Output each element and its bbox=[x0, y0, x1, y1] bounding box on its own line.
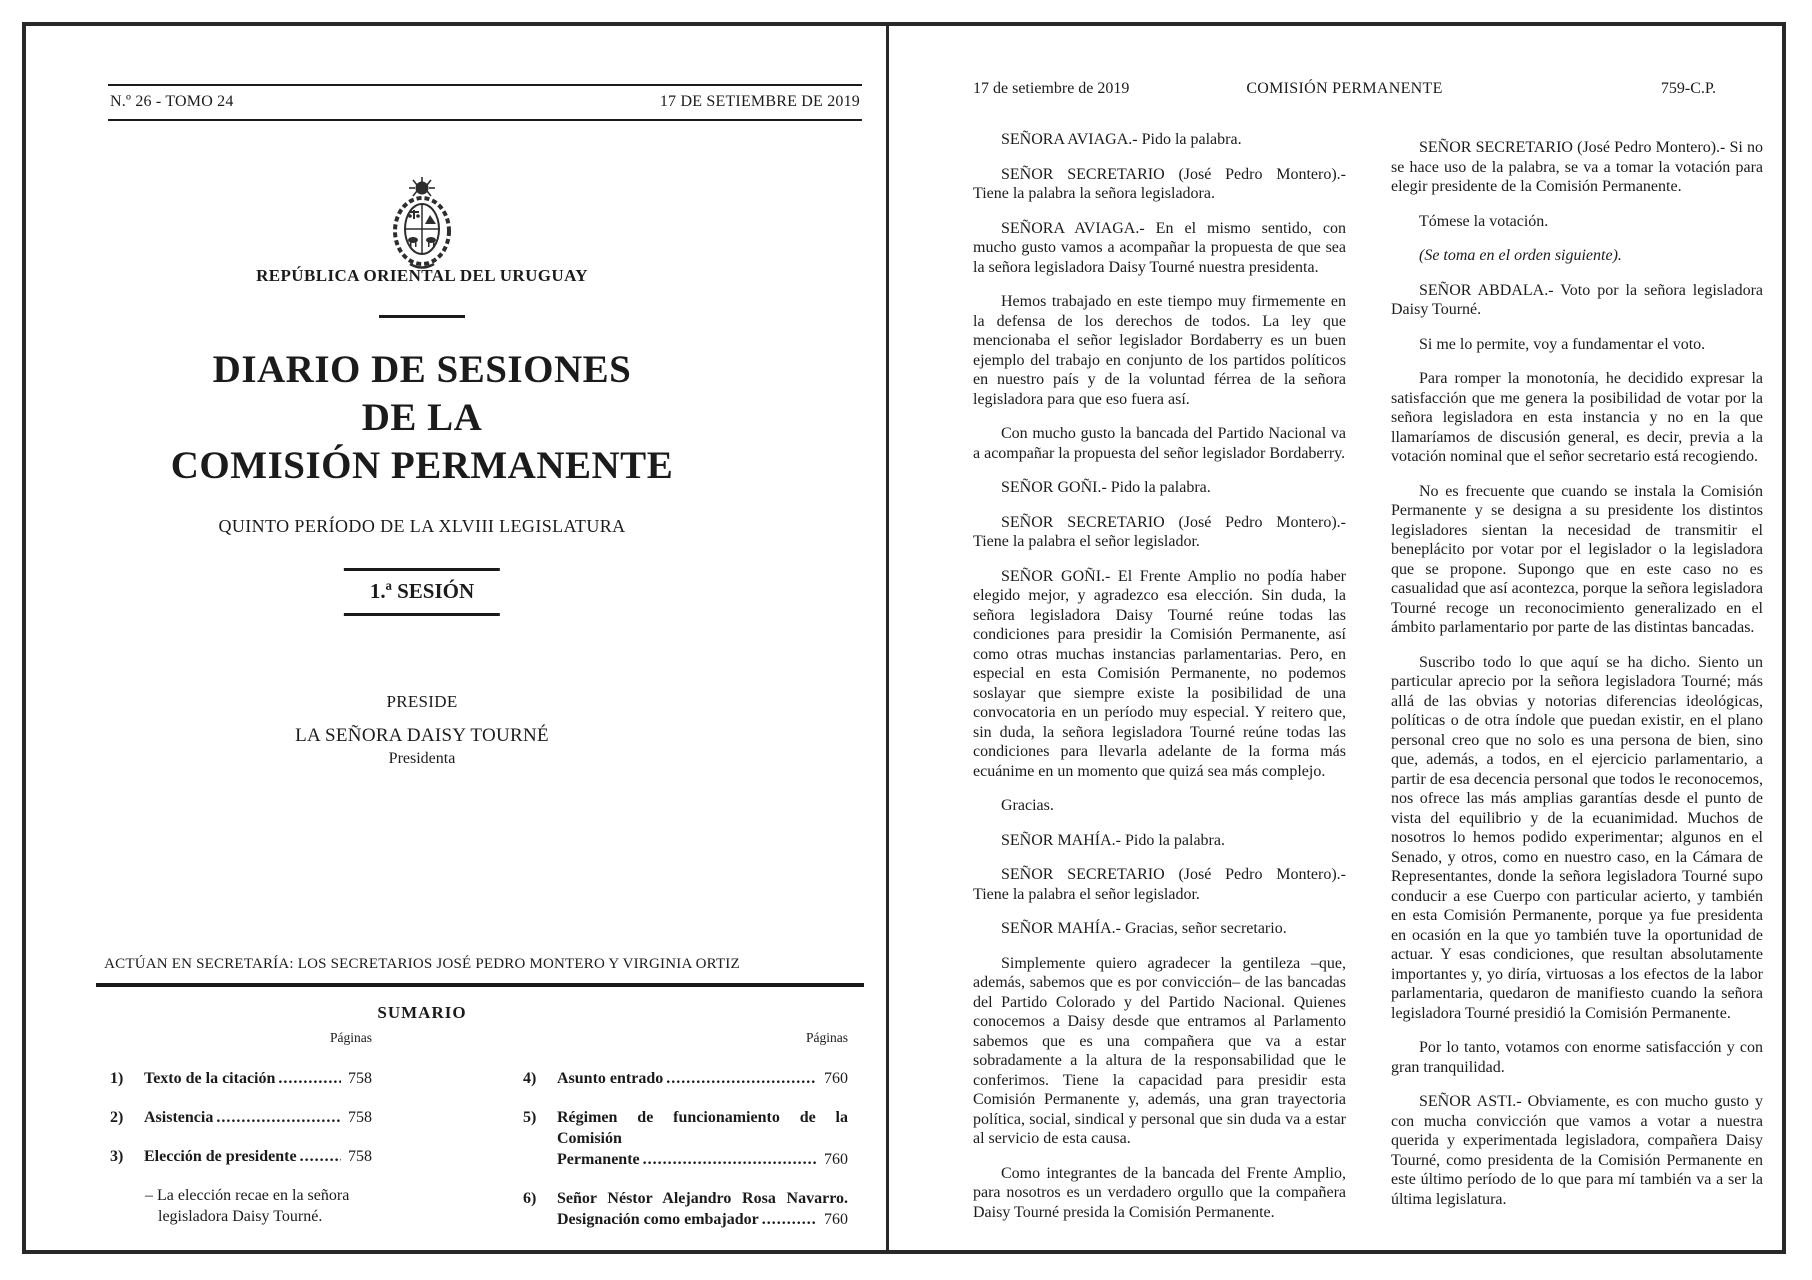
summary-item-number: 2) bbox=[110, 1109, 124, 1126]
secretaries-line: ACTÚAN EN SECRETARÍA: LOS SECRETARIOS JOSÉ PEDRO MONTERO Y VIRGINIA ORTIZ bbox=[104, 956, 740, 972]
paragraph: SEÑOR MAHÍA.- Pido la palabra. bbox=[1001, 831, 1225, 849]
summary-item-number: 3) bbox=[110, 1148, 124, 1165]
summary-title: SUMARIO bbox=[377, 1003, 467, 1022]
dot-leader bbox=[216, 1107, 341, 1128]
summary-top-rule bbox=[96, 983, 864, 987]
summary-item-leader-line bbox=[144, 1107, 372, 1128]
left-page bbox=[26, 26, 886, 1250]
paragraph: SEÑOR SECRETARIO (José Pedro Montero).- Tiene la palabra el señor legislador. bbox=[973, 866, 1346, 903]
paragraph: SEÑORA AVIAGA.- Pido la palabra. bbox=[1001, 131, 1242, 148]
summary-item-label: Asistencia bbox=[144, 1109, 214, 1126]
republic-title: REPÚBLICA ORIENTAL DEL URUGUAY bbox=[256, 266, 588, 285]
paragraph: SEÑOR SECRETARIO (José Pedro Montero).- Tiene la palabra la señora legisladora. bbox=[973, 165, 1346, 202]
paragraph: No es frecuente que cuando se instala la Comisión Permanente y se designa a su presidente los distintos legisladores sientan la necesidad de transmitir el beneplácito por votar por el legislador o la legisladora que se propone. Supongo que en este caso no es casualidad que así acontezca, porque la señora legisladora Tourné recoge un reconocimiento generalizado en el ámbito parlamentario por parte de las distintas bancadas. bbox=[1391, 482, 1763, 636]
summary-item-leader-line bbox=[557, 1149, 848, 1170]
paragraph: SEÑOR SECRETARIO (José Pedro Montero).- Tiene la palabra el señor legislador. bbox=[973, 513, 1346, 550]
header-title: COMISIÓN PERMANENTE bbox=[1246, 80, 1443, 97]
summary-item-page-number: 758 bbox=[348, 1109, 372, 1126]
summary-item-body bbox=[557, 1188, 848, 1230]
paragraph: Simplemente quiero agradecer la gentileza –que, además, sabemos que es por convicción– de las bancadas del Partido Colorado y del Partido Nacional. Quienes conocemos a Daisy desde que entramos al Parlamento sabemos que es una compañera que va a estar sobradamente a la altura de la responsabilidad que le conferimos. Tiene la capacidad para presidir esta Comisión Permanente y, además, una gran trayectoria política, social, sindical y personal que sin duda va a estar al servicio de esta causa. bbox=[973, 954, 1346, 1147]
left-page-header bbox=[108, 84, 862, 121]
summary-item-number: 1) bbox=[110, 1070, 124, 1087]
summary-item-number: 4) bbox=[523, 1070, 537, 1087]
summary-item-label: Texto de la citación bbox=[144, 1070, 276, 1087]
paragraph: SEÑOR GOÑI.- El Frente Amplio no podía haber elegido mejor, y agradezco esa elección. Sin duda, la señora legisladora Daisy Tourné reúne todas las condiciones para presidir la Comisión Permanente, así como otras muchas instancias parlamentarias. Pero, en especial en esta Comisión Permanente, no podemos soslayar que siempre existe la posibilidad de una convocatoria en un período muy especial. Y reitero que, sin duda, la señora legisladora Tourné reúne todas las condiciones para llevarla adelante de la forma más ecuánime en un momento que quizá sea más complejo. bbox=[973, 567, 1346, 780]
paragraph: SEÑOR ASTI.- Obviamente, es con mucho gusto y con mucha convicción que vamos a votar a nuestra querida y experimentada legisladora, compañera Daisy Tourné, como presidenta de la Comisión Permanente en este último período de lo que para mí también va a ser la última legislatura. bbox=[1391, 1093, 1763, 1208]
title-line-1: DIARIO DE SESIONES bbox=[212, 348, 632, 391]
paragraph: (Se toma en el orden siguiente). bbox=[1419, 247, 1622, 264]
summary-item-body bbox=[557, 1068, 848, 1089]
paragraph: Gracias. bbox=[1001, 797, 1054, 814]
summary-item bbox=[523, 1068, 848, 1089]
coat-of-arms-svg bbox=[382, 176, 462, 270]
preside-label: PRESIDE bbox=[386, 692, 458, 711]
dot-leader bbox=[278, 1068, 341, 1089]
issue-number: N.º 26 - TOMO 24 bbox=[110, 93, 234, 110]
right-page bbox=[889, 26, 1782, 1250]
summary-item-label: Elección de presidente bbox=[144, 1148, 297, 1165]
paragraph: SEÑOR MAHÍA.- Gracias, señor secretario. bbox=[1001, 920, 1287, 937]
summary-item-leader-line bbox=[144, 1068, 372, 1089]
paragraph: SEÑORA AVIAGA.- En el mismo sentido, con mucho gusto vamos a acompañar la propuesta de que sea la señora legisladora Daisy Tourné nuestra presidenta. bbox=[973, 219, 1346, 276]
summary-item bbox=[523, 1107, 848, 1170]
summary-item-leader-line bbox=[144, 1146, 372, 1167]
summary-item-label: Designación como embajador bbox=[557, 1211, 759, 1228]
summary-item-body bbox=[144, 1107, 372, 1128]
paragraph: Tómese la votación. bbox=[1419, 212, 1549, 230]
summary-item-label: Permanente bbox=[557, 1151, 640, 1168]
title-line-3: COMISIÓN PERMANENTE bbox=[170, 444, 674, 487]
summary-item bbox=[110, 1068, 372, 1089]
paragraph: SEÑOR SECRETARIO (José Pedro Montero).- Si no se hace uso de la palabra, se va a tomar la votación para elegir presidente de la Comisión Permanente. bbox=[1391, 139, 1763, 195]
paragraph: Como integrantes de la bancada del Frente Amplio, para nosotros es un verdadero orgullo que la compañera Daisy Tourné presida la Comisión Permanente. bbox=[973, 1164, 1346, 1221]
paragraph: Si me lo permite, voy a fundamentar el voto. bbox=[1419, 335, 1706, 353]
summary-item-page-number: 760 bbox=[824, 1070, 848, 1087]
summary-item-leader-line bbox=[557, 1209, 848, 1230]
text-column-right bbox=[1391, 130, 1763, 1224]
paragraph: SEÑOR ABDALA.- Voto por la señora legisladora Daisy Tourné. bbox=[1391, 281, 1763, 318]
summary-item-body bbox=[144, 1146, 372, 1167]
header-date: 17 DE SETIEMBRE DE 2019 bbox=[659, 93, 860, 110]
summary-item-page-number: 760 bbox=[824, 1151, 848, 1168]
pages-label-left: Páginas bbox=[330, 1030, 372, 1045]
summary-item-number: 6) bbox=[523, 1190, 537, 1207]
paragraph: Hemos trabajado en este tiempo muy firmemente en la defensa de los derechos de todos. La ley que mencionaba el señor legislador Bordaberry es un buen ejemplo del trabajo en conjunto de los partidos políticos en nuestro país y de la voluntad férrea de la señora legisladora para que eso fuera así. bbox=[973, 293, 1346, 408]
summary-item-leader-line bbox=[557, 1068, 848, 1089]
header-date: 17 de setiembre de 2019 bbox=[973, 80, 1130, 97]
summary-item-page-number: 758 bbox=[348, 1070, 372, 1087]
summary-item-number: 5) bbox=[523, 1109, 537, 1126]
separator-rule bbox=[379, 315, 465, 318]
right-page-header bbox=[973, 80, 1716, 98]
summary-sub-item: – La elección recae en la señora legisladora Daisy Tourné. bbox=[145, 1187, 350, 1225]
summary-item bbox=[523, 1188, 848, 1230]
summary-column-left bbox=[110, 1068, 372, 1227]
title-line-2: DE LA bbox=[361, 396, 483, 439]
pages-label-right: Páginas bbox=[806, 1030, 848, 1045]
summary-item-body bbox=[557, 1107, 848, 1170]
summary-column-right bbox=[523, 1068, 848, 1248]
summary-item bbox=[110, 1146, 372, 1167]
header-page-ref: 759-C.P. bbox=[1660, 80, 1716, 97]
dot-leader bbox=[300, 1146, 341, 1167]
summary-item-label: Asunto entrado bbox=[557, 1070, 664, 1087]
paragraph: Para romper la monotonía, he decidido expresar la satisfacción que me genera la posibilidad de votar por la señora legisladora en esta instancia y no en la que llamaríamos de discusión general, es decir, previa a la votación nominal que el señor secretario está recogiendo. bbox=[1391, 370, 1763, 465]
summary-item bbox=[110, 1107, 372, 1128]
document-title bbox=[32, 346, 812, 490]
session-number: 1.ª SESIÓN bbox=[344, 568, 500, 616]
dot-leader bbox=[643, 1149, 817, 1170]
summary-item-body bbox=[144, 1068, 372, 1089]
summary-item-label: Régimen de funcionamiento de la Comisión bbox=[557, 1109, 848, 1147]
legislature-subtitle: QUINTO PERÍODO DE LA XLVIII LEGISLATURA bbox=[218, 516, 626, 536]
dot-leader bbox=[666, 1068, 817, 1089]
paragraph: SEÑOR GOÑI.- Pido la palabra. bbox=[1001, 479, 1211, 496]
paragraph: Con mucho gusto la bancada del Partido Nacional va a acompañar la propuesta del señor legislador Bordaberry. bbox=[973, 425, 1346, 462]
summary-item-page-number: 758 bbox=[348, 1148, 372, 1165]
summary-item-page-number: 760 bbox=[824, 1211, 848, 1228]
dot-leader bbox=[762, 1209, 817, 1230]
paragraph: Suscribo todo lo que aquí se ha dicho. Siento un particular aprecio por la señora legisladora Tourné; más allá de las obvias y notorias diferencias ideológicas, políticas o de otra índole que puedan existir, en el plano personal creo que no solo es una persona de bien, sino que, además, a todos, en el ejercicio parlamentario, a partir de esa decencia personal que todos le reconocemos, nos ofrece las más amplias garantías desde el punto de vista del equilibrio y de la ecuanimidad. Muchos de nosotros lo hemos podido experimentar; algunos en el Senado, y otros, como en nuestro caso, en la Cámara de Representantes, donde la señora legisladora Tourné supo conducir a ese Cuerpo con particular acierto, y también en esta Comisión Permanente, porque ya fue presidenta en ocasión en la que yo también tuve la oportunidad de actuar. Y esas condiciones, que resultan absolutamente importantes y, yo diría, virtuosas a los efectos de la labor parlamentaria, quedaron de manifiesto cuando la señora legisladora Tourné presidió la Comisión Permanente. bbox=[1391, 653, 1763, 1022]
text-column-left bbox=[973, 130, 1346, 1237]
president-role: Presidenta bbox=[388, 750, 456, 767]
president-name: LA SEÑORA DAISY TOURNÉ bbox=[295, 725, 549, 746]
paragraph: Por lo tanto, votamos con enorme satisfacción y con gran tranquilidad. bbox=[1391, 1039, 1763, 1076]
uruguay-coat-of-arms-icon bbox=[382, 176, 462, 275]
summary-item-label: Señor Néstor Alejandro Rosa Navarro. bbox=[557, 1190, 848, 1207]
